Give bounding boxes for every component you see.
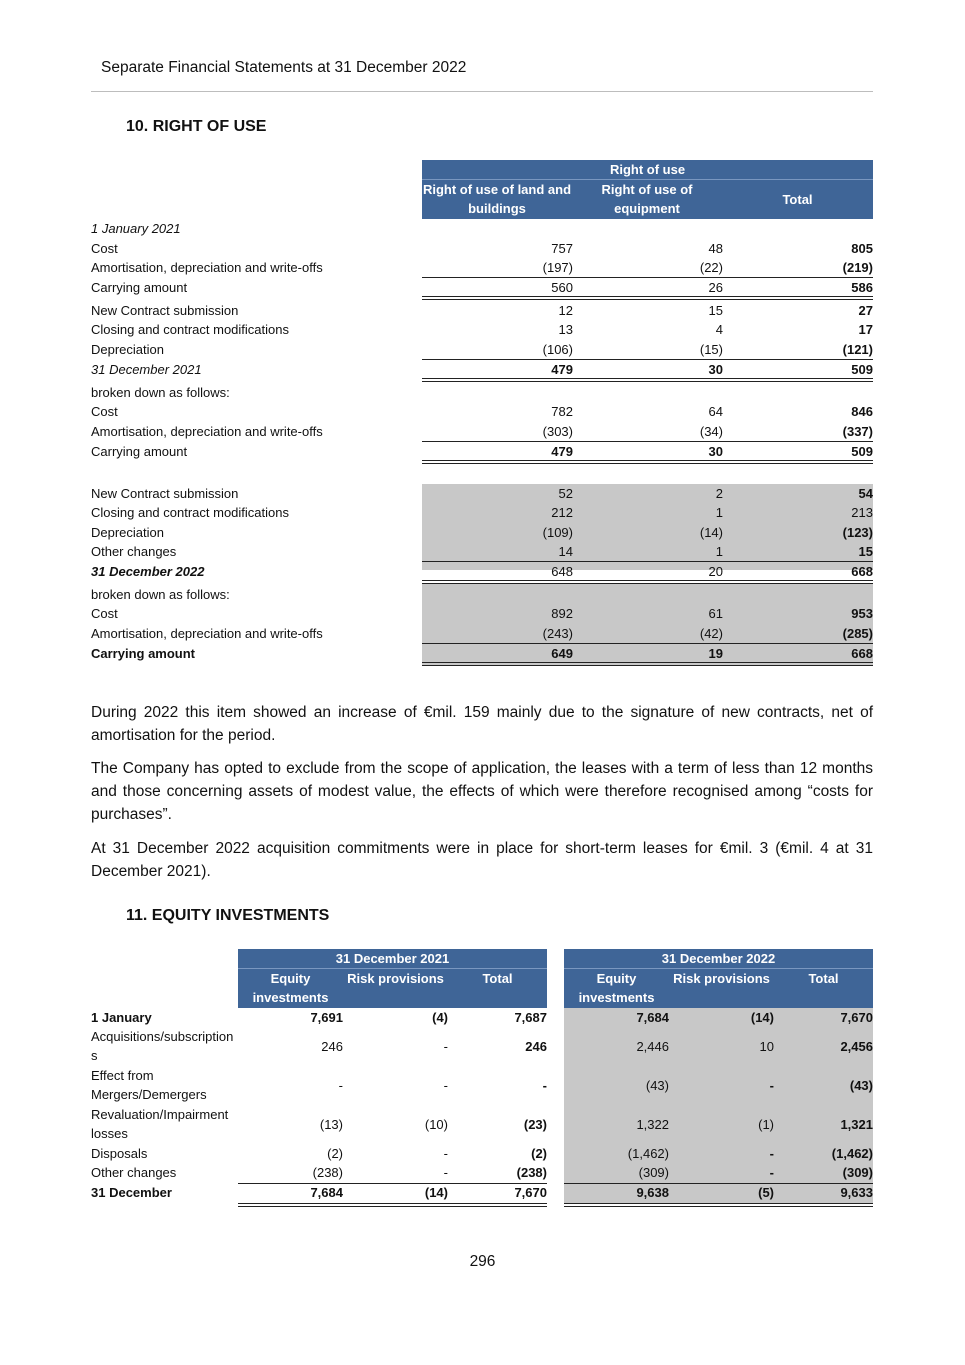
column-header: Right of use of equipment	[601, 182, 693, 216]
table-row: 31 December 7,684 (14) 7,670 9,638 (5) 9,633	[91, 1185, 873, 1200]
header-rule	[91, 91, 873, 92]
column-header: Equity investments	[578, 971, 655, 1005]
table-row: 31 December 2022 648 20 668	[91, 564, 873, 579]
header-2022	[564, 949, 873, 1008]
group-header: 31 December 2021	[238, 949, 547, 969]
table-row: 1 January 2021	[91, 221, 181, 236]
table-row: 31 December 2021 479 30 509	[91, 362, 873, 377]
column-header: Risk provisions	[347, 971, 444, 986]
table-row: broken down as follows:	[91, 385, 230, 400]
table-row: Cost 757 48 805	[91, 241, 873, 256]
running-header: Separate Financial Statements at 31 December 2022	[101, 59, 467, 76]
paragraph: The Company has opted to exclude from the scope of application, the leases with a term of less than 12 months and those concerning assets of modest value, the effects of which were therefore recognised among “costs for purchases”.	[91, 760, 873, 823]
column-header: Total	[808, 971, 839, 986]
table-row: Effect from Mergers/Demergers - - - (43) - (43)	[91, 1068, 873, 1102]
column-header: Equity investments	[252, 971, 329, 1005]
table-row: Acquisitions/subscriptions 246 - 246 2,446 10 2,456	[91, 1029, 873, 1063]
paragraph: During 2022 this item showed an increase of €mil. 159 mainly due to the signature of new contracts, net of amortisation for the period.	[91, 704, 873, 744]
table-row: broken down as follows:	[91, 587, 230, 602]
group-header: Right of use	[422, 160, 873, 180]
column-header: Total	[482, 971, 513, 986]
table-row: Other changes 14 1 15	[91, 544, 873, 559]
page-number: 296	[469, 1253, 496, 1270]
table-row: Cost 782 64 846	[91, 404, 873, 419]
table-row: 1 January 7,691 (4) 7,687 7,684 (14) 7,670	[91, 1010, 873, 1025]
table-row: Carrying amount 560 26 586	[91, 280, 873, 295]
table-row: Amortisation, depreciation and write-offs (197) (22) (219)	[91, 260, 873, 275]
table-row: Carrying amount 479 30 509	[91, 444, 873, 459]
table-row: Revaluation/Impairment losses (13) (10) (23) 1,322 (1) 1,321	[91, 1107, 873, 1141]
table-row: Amortisation, depreciation and write-offs (243) (42) (285)	[91, 626, 873, 641]
paragraph: At 31 December 2022 acquisition commitments were in place for short-term leases for €mil. 3 (€mil. 4 at 31 December 2021).	[91, 840, 873, 880]
table-row: Depreciation (106) (15) (121)	[91, 342, 873, 357]
table-row: Carrying amount 649 19 668	[91, 646, 873, 661]
group-header: 31 December 2022	[564, 949, 873, 969]
section-title-right-of-use: 10. RIGHT OF USE	[126, 118, 267, 135]
table-header	[422, 160, 873, 219]
table-row: New Contract submission 12 15 27	[91, 303, 873, 318]
section-title-equity-investments: 11. EQUITY INVESTMENTS	[126, 907, 330, 924]
column-header: Right of use of land and buildings	[422, 182, 572, 216]
table-row: Depreciation (109) (14) (123)	[91, 525, 873, 540]
table-row: Cost 892 61 953	[91, 606, 873, 621]
header-2021	[238, 949, 547, 1008]
table-row: Other changes (238) - (238) (309) - (309)	[91, 1165, 873, 1180]
table-row: Amortisation, depreciation and write-offs (303) (34) (337)	[91, 424, 873, 439]
table-row: Closing and contract modifications 13 4 17	[91, 322, 873, 337]
column-header: Risk provisions	[673, 971, 770, 986]
table-row: Disposals (2) - (2) (1,462) - (1,462)	[91, 1146, 873, 1161]
column-header: Total	[782, 192, 813, 207]
table-row: New Contract submission 52 2 54	[91, 486, 873, 501]
table-row: Closing and contract modifications 212 1 213	[91, 505, 873, 520]
